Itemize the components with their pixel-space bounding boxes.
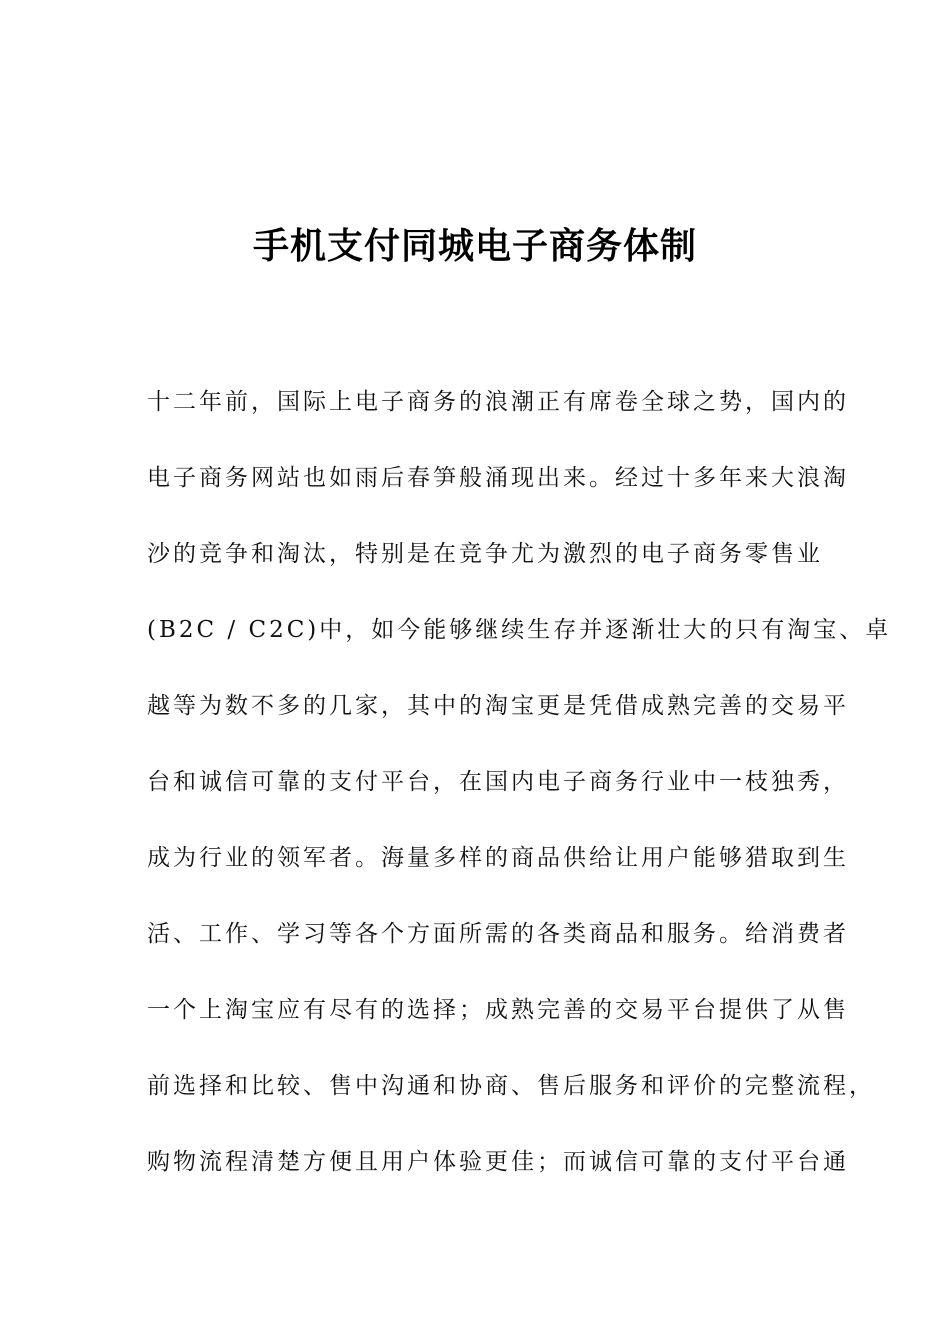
paragraph-line: 活、工作、学习等各个方面所需的各类商品和服务。给消费者 xyxy=(147,921,849,947)
paragraph-line: 沙的竞争和淘汰，特别是在竞争尤为激烈的电子商务零售业 xyxy=(147,541,823,567)
paragraph-line: 前选择和比较、售中沟通和协商、售后服务和评价的完整流程， xyxy=(147,1073,875,1099)
paragraph-line: 电子商务网站也如雨后春笋般涌现出来。经过十多年来大浪淘 xyxy=(147,465,849,491)
document-title: 手机支付同城电子商务体制 xyxy=(252,226,697,267)
paragraph-line: 成为行业的领军者。海量多样的商品供给让用户能够猎取到生 xyxy=(147,845,849,871)
paragraph-line: 十二年前，国际上电子商务的浪潮正有席卷全球之势，国内的 xyxy=(147,389,849,415)
paragraph-line: 购物流程清楚方便且用户体验更佳；而诚信可靠的支付平台通 xyxy=(147,1149,849,1175)
paragraph-line: 台和诚信可靠的支付平台，在国内电子商务行业中一枝独秀， xyxy=(147,769,849,795)
paragraph-line: 越等为数不多的几家，其中的淘宝更是凭借成熟完善的交易平 xyxy=(147,693,849,719)
document-body xyxy=(147,384,892,1220)
paragraph-line: 一个上淘宝应有尽有的选择；成熟完善的交易平台提供了从售 xyxy=(147,997,849,1023)
paragraph-line: (B2C / C2C)中，如今能够继续生存并逐渐壮大的只有淘宝、卓 xyxy=(147,617,892,643)
